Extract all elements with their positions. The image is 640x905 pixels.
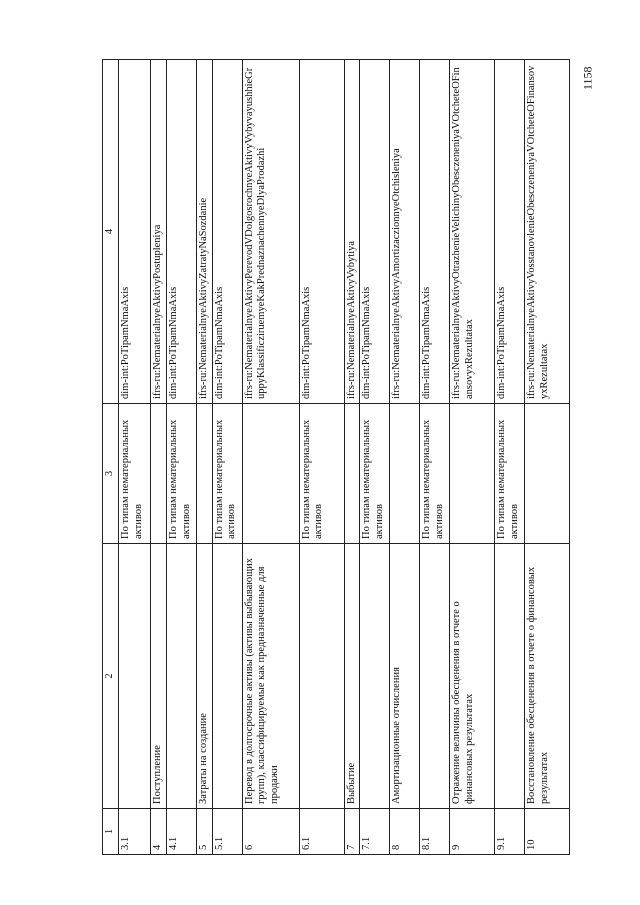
table-row	[150, 60, 166, 855]
column-header: 4	[103, 60, 119, 404]
table-row	[212, 60, 242, 855]
row-type: По типам нематериальных активов	[495, 404, 525, 544]
row-name	[495, 544, 525, 809]
row-code: ifrs-ru:NematerialnyeAktivyAmortizaczionnyeOtchisleniya	[390, 60, 420, 404]
table-row	[242, 60, 299, 855]
row-number: 5	[196, 809, 212, 855]
rotated-table-wrapper	[102, 60, 550, 855]
row-type: По типам нематериальных активов	[166, 404, 196, 544]
row-number: 6	[242, 809, 299, 855]
row-type	[150, 404, 166, 544]
row-number: 4.1	[166, 809, 196, 855]
row-name	[360, 544, 390, 809]
row-code: dim-int:PoTipamNmaAxis	[420, 60, 450, 404]
row-name	[299, 544, 344, 809]
row-code: ifrs-ru:NematerialnyeAktivyOtrazhenieVelichinyObesczeneniyaVOtcheteOFinansovyxRezultatax	[450, 60, 495, 404]
row-name	[420, 544, 450, 809]
table-header-row	[103, 60, 119, 855]
row-name: Затраты на создание	[196, 544, 212, 809]
table-row	[390, 60, 420, 855]
row-code: ifrs-ru:NematerialnyeAktivyPostupleniya	[150, 60, 166, 404]
row-type	[450, 404, 495, 544]
row-name: Поступление	[150, 544, 166, 809]
column-header: 3	[103, 404, 119, 544]
row-type	[242, 404, 299, 544]
row-number: 9.1	[495, 809, 525, 855]
row-name: Отражение величины обесценения в отчете о финансовых результатах	[450, 544, 495, 809]
row-number: 9	[450, 809, 495, 855]
row-number: 7	[344, 809, 360, 855]
row-type	[390, 404, 420, 544]
table-row	[495, 60, 525, 855]
table-row	[420, 60, 450, 855]
row-name	[118, 544, 150, 809]
table-row	[344, 60, 360, 855]
row-name: Выбытие	[344, 544, 360, 809]
row-number: 10	[525, 809, 570, 855]
row-name: Перевод в долгосрочные активы (активы выбывающих групп), классифицируемые как предназначенные для продажи	[242, 544, 299, 809]
row-code: ifrs-ru:NematerialnyeAktivyPerevodVDolgosrochnyeAktivyVybyvayushhieGruppyKlassificziruemyeKakPrednaznachennyeDlyaProdazhi	[242, 60, 299, 404]
row-code: dim-int:PoTipamNmaAxis	[118, 60, 150, 404]
row-code: dim-int:PoTipamNmaAxis	[299, 60, 344, 404]
row-name: Восстановление обесценения в отчете о финансовых результатах	[525, 544, 570, 809]
table-row	[166, 60, 196, 855]
row-number: 3.1	[118, 809, 150, 855]
row-type	[525, 404, 570, 544]
row-type	[196, 404, 212, 544]
row-code: dim-int:PoTipamNmaAxis	[360, 60, 390, 404]
row-code: ifrs-ru:NematerialnyeAktivyVybytiya	[344, 60, 360, 404]
row-name	[166, 544, 196, 809]
row-type: По типам нематериальных активов	[420, 404, 450, 544]
row-number: 5.1	[212, 809, 242, 855]
row-number: 6.1	[299, 809, 344, 855]
row-type: По типам нематериальных активов	[212, 404, 242, 544]
table-row	[196, 60, 212, 855]
row-name: Амортизационные отчисления	[390, 544, 420, 809]
row-code: dim-int:PoTipamNmaAxis	[166, 60, 196, 404]
row-code: dim-int:PoTipamNmaAxis	[495, 60, 525, 404]
table-row	[450, 60, 495, 855]
column-header: 2	[103, 544, 119, 809]
row-number: 4	[150, 809, 166, 855]
row-number: 8	[390, 809, 420, 855]
row-type: По типам нематериальных активов	[118, 404, 150, 544]
taxonomy-table	[102, 59, 570, 855]
table-row	[118, 60, 150, 855]
table-row	[299, 60, 344, 855]
row-code: dim-int:PoTipamNmaAxis	[212, 60, 242, 404]
table-row	[525, 60, 570, 855]
row-type: По типам нематериальных активов	[360, 404, 390, 544]
table-row	[360, 60, 390, 855]
row-number: 7.1	[360, 809, 390, 855]
row-code: ifrs-ru:NematerialnyeAktivyZatratyNaSozdanie	[196, 60, 212, 404]
row-type	[344, 404, 360, 544]
row-type: По типам нематериальных активов	[299, 404, 344, 544]
column-header: 1	[103, 809, 119, 855]
row-code: ifrs-ru:NematerialnyeAktivyVosstanovlenieObesczeneniyaVOtcheteOFinansovyxRezultatax	[525, 60, 570, 404]
page-number: 1158	[580, 66, 595, 90]
row-name	[212, 544, 242, 809]
row-number: 8.1	[420, 809, 450, 855]
